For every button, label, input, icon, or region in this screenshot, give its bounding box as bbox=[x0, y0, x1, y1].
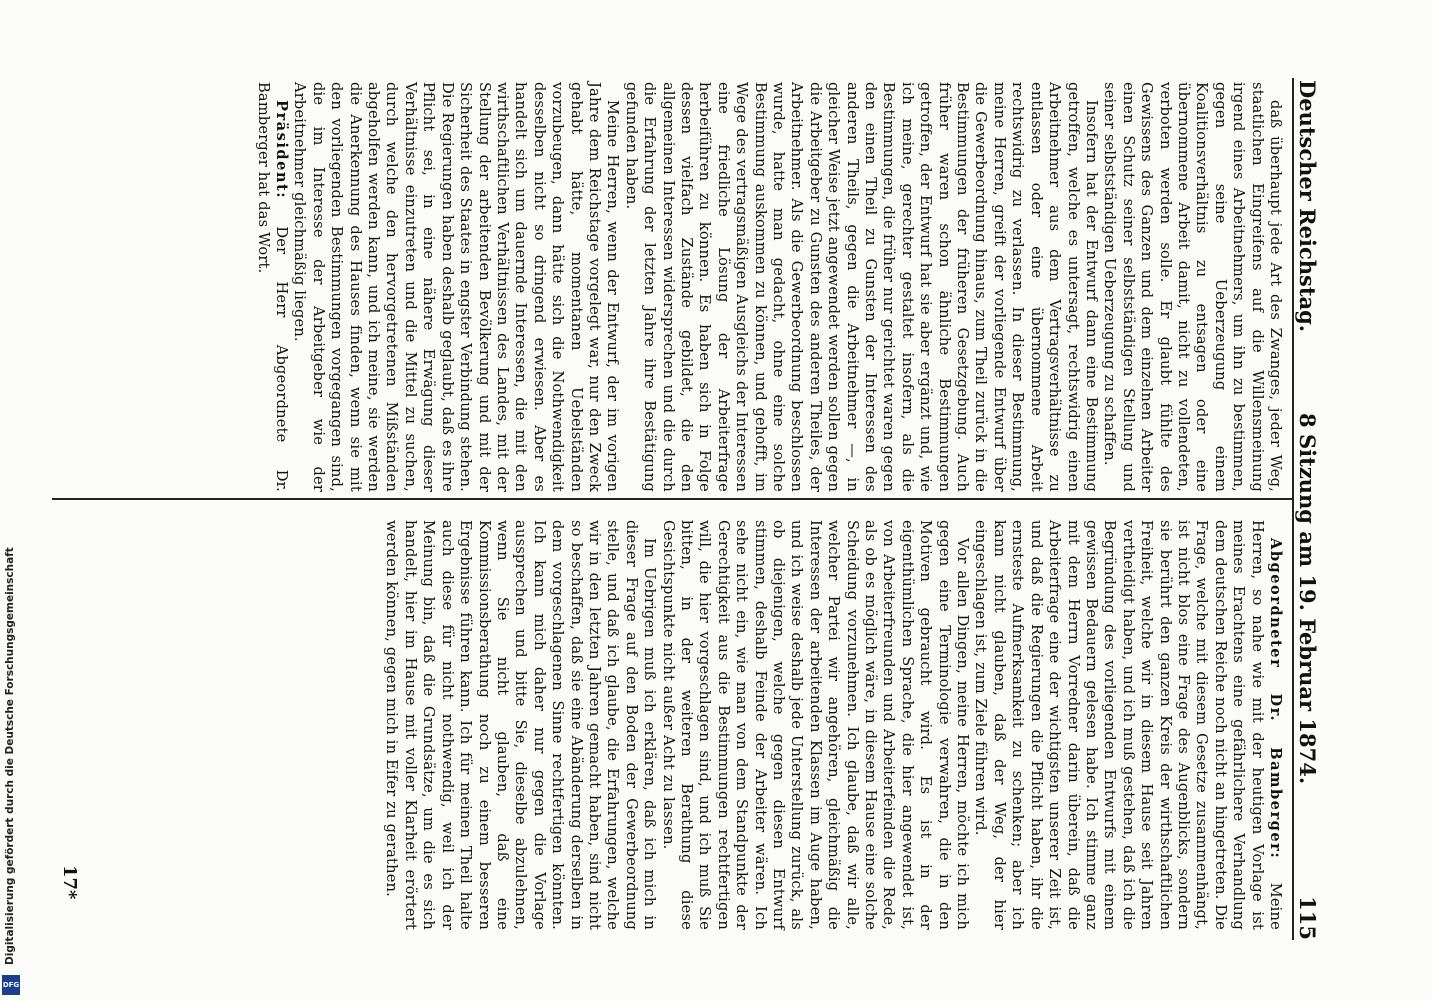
paragraph: daß überhaupt jede Art des Zwanges, jeder Weg, staatlichen Eingreifens auf die Willensmeinung irgend eines Arbeitnehmers, um ihn zu bestimmen, gegen seine Ueberzeugung einem Koalitionsverhältnis zu entsagen oder eine übernommene Arbeit damit, nicht zu vollendeten, verboten werden solle. Er glaubt fühlte des Gewissens des Ganzen und dem einzelnen Arbeiter einen Schutz seiner selbstständigen Stellung und seiner selbstständigen Ueberzeugung zu schaffen. bbox=[1101, 82, 1284, 492]
page-number: 115 bbox=[1295, 896, 1320, 940]
signature-mark: 17* bbox=[59, 865, 80, 900]
right-column bbox=[382, 520, 1284, 930]
president-remark bbox=[253, 82, 290, 492]
speech-paragraph bbox=[971, 520, 1284, 930]
header-separator: 8 bbox=[1295, 413, 1320, 428]
paragraph: Vor allen Dingen, meine Herren, möchte ich mich gegen eine Terminologie verwahren, die in den Motiven gebraucht wird. Es ist in der eigenthümlichen Sprache, die hier angewendet ist, von Arbeiterfreunden und Arbeiterfeinden die Rede, als ob es möglich wäre, in diesem Hause eine solche Scheidung vorzunehmen. Ich glaube, daß wir alle, welcher Partei wir angehören, gleichmäßig die Interessen der arbeitenden Klassen im Auge haben, und ich weise deshalb jede Unterstellung zurück, als ob diejenigen, welche gegen diesen Entwurf stimmen, deshalb Feinde der Arbeiter wären. Ich sehe nicht ein, wie man von dem Standpunkte der Gerechtigkeit aus die Bestimmungen rechtfertigen will, die hier vorgeschlagen sind, und ich muß Sie bitten, in der weiteren Berathung diese Gesichtspunkte nicht außer Acht zu lassen. bbox=[659, 520, 972, 930]
paragraph: Insofern hat der Entwurf dann eine Bestimmung getroffen, welche es untersagt, rechtswidrig einen Arbeitnehmer aus dem Vertragsverhältnisse zu entlassen oder eine übernommene Arbeit rechtswidrig zu verlassen. In dieser Bestimmung, meine Herren, greift der vorliegende Entwurf über die Gewerbeordnung hinaus, zum Theil zurück in die Bestimmungen der früheren Gesetzgebung. Auch früher waren schon ähnliche Bestimmungen getroffen, der Entwurf hat sie aber ergänzt und, wie ich meine, gerechter gestaltet insofern, als die Bestimmungen, die früher nur gerichtet waren gegen den einen Theil zu Gunsten der Interessen des anderen Theils, gegen die Arbeitnehmer —, in gleicher Weise jetzt angewendet werden sollen gegen die Arbeitgeber zu Gunsten des anderen Theiles, der Arbeitnehmer. Als die Gewerbeordnung beschlossen wurde, hatte man gedacht, ohne eine solche Bestimmung auskommen zu können, und gehofft, im Wege des vertragsmäßigen Ausgleichs der Interessen eine friedliche Lösung der Arbeiterfrage herbeiführen zu können. Es haben sich in Folge dessen vielfach Zustände gebildet, die den allgemeinen Interessen widersprechen und die durch die Erfahrung der letzten Jahre ihre Bestätigung gefunden haben. bbox=[622, 82, 1100, 492]
column-divider bbox=[52, 498, 1292, 500]
header-title: Deutscher Reichstag. bbox=[1295, 80, 1320, 333]
digitization-note: Digitalisierung gefördert durch die Deutsche Forschungsgemeinschaft bbox=[4, 547, 16, 965]
dfg-logo-icon: DFG bbox=[2, 975, 20, 995]
page-header bbox=[1288, 80, 1328, 940]
remark-text: Der Herr Abgeordnete Dr. Bamberger hat das Wort. bbox=[254, 82, 291, 492]
left-column bbox=[253, 82, 1284, 492]
paragraph: Meine Herren, wenn der Entwurf, der im vorigen Jahre dem Reichstage vorgelegt war, nur den Zweck gehabt hätte, momentanen Uebelständen vorzubeugen, dann hätte sich die Nothwendigkeit desselben nicht so dringend erwiesen. Aber es handelt sich um dauernde Interessen, die mit den wirthschaftlichen Verhältnissen des Landes, mit der Stellung der arbeitenden Bevölkerung und mit der Sicherheit des Staates in engster Verbindung stehen. Die Regierungen haben deshalb geglaubt, daß es ihre Pflicht sei, in eine nähere Erwägung dieser Verhältnisse einzutreten und die Mittel zu suchen, durch welche den hervorgetretenen Mißständen abgeholfen werden kann, und ich meine, sie werden die Anerkennung des Hauses finden, wenn sie mit den vorliegenden Bestimmungen vorgegangen sind, die im Interesse der Arbeitgeber wie der Arbeitnehmer gleichmäßig liegen. bbox=[291, 82, 622, 492]
header-rule bbox=[1292, 78, 1294, 940]
sidebar-strip bbox=[0, 0, 22, 1000]
header-session: Sitzung am 19. Februar 1874. bbox=[1295, 434, 1320, 785]
paragraph: Im Uebrigen muß ich erklären, daß ich mich in dieser Frage auf den Boden der Gewerbeordnung stelle, und daß ich glaube, die Erfahrungen, welche wir in den letzten Jahren gemacht haben, sind nicht so beschaffen, daß sie eine Abänderung derselben in dem vorgeschlagenen Sinne rechtfertigen könnten. Ich kann mich daher nur gegen die Vorlage aussprechen und bitte Sie, dieselbe abzulehnen, wenn Sie nicht glauben, daß eine Kommissionsberathung noch zu einem besseren Ergebnisse führen kann. Ich für meinen Theil halte auch diese für nicht nothwendig, weil ich der Meinung bin, daß die Grundsätze, um die es sich handelt, hier im Hause mit voller Klarheit erörtert werden können, gegen mich in Eifer zu gerathen. bbox=[383, 520, 659, 930]
paragraph-text: Meine Herren, so nahe wie mit der heutigen Vorlage ist meines Erachtens eine gefährlichere Verhandlung dem deutschen Reiche noch nicht an hingetreten. Die Frage, welche mit diesem Gesetze zusammenhängt, ist nicht blos eine Frage des Augenblicks, sondern sie berührt den ganzen Kreis der wirthschaftlichen Freiheit, welche wir in diesem Hause seit Jahren vertheidigt haben, und ich muß gestehen, daß ich die Begründung des vorliegenden Entwurfs mit einem gewissen Bedauern gelesen habe. Ich stimme ganz mit dem Herrn Vorredner darin überein, daß die Arbeiterfrage eine der wichtigsten unserer Zeit ist, und daß die Regierungen die Pflicht haben, ihr die ernsteste Aufmerksamkeit zu schenken; aber ich kann nicht glauben, daß der Weg, der hier eingeschlagen ist, zum Ziele führen wird. bbox=[972, 520, 1284, 930]
speaker-label: Abgeordneter Dr. Bamberger: bbox=[1267, 538, 1284, 860]
speaker-label: Präsident: bbox=[273, 100, 291, 200]
